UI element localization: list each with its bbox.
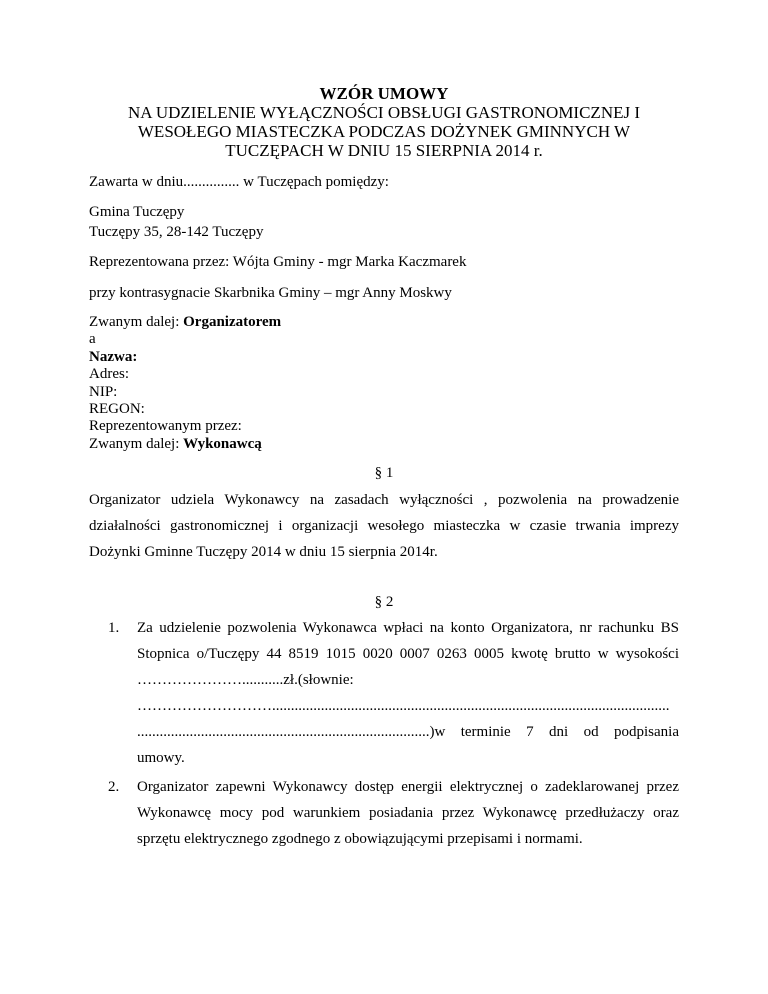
item-2-line-3: sprzętu elektrycznego zgodnego z obowiązującymi przepisami i normami. xyxy=(137,831,583,847)
list-item-text xyxy=(137,615,679,771)
party1-role: Organizatorem xyxy=(183,314,282,330)
party1-name: Gmina Tuczępy xyxy=(89,204,185,220)
title-line-4: TUCZĘPACH W DNIU 15 SIERPNIA 2014 r. xyxy=(225,141,543,160)
party2-role: Wykonawcą xyxy=(183,435,262,452)
title-line-3: WESOŁEGO MIASTECZKA PODCZAS DOŻYNEK GMINNYCH W xyxy=(137,122,631,141)
item-1-line-6: umowy. xyxy=(137,750,185,766)
item-1-line-4: ……………………….......................................................................................................... xyxy=(137,698,670,714)
item-2-line-2: Wykonawcę mocy pod warunkiem posiadania przez Wykonawcę przedłużaczy oraz xyxy=(137,805,679,821)
section-2-item-1 xyxy=(108,615,679,765)
list-item-text xyxy=(137,774,679,852)
party2-nip-label: NIP: xyxy=(89,383,118,400)
item-1-line-1: Za udzielenie pozwolenia Wykonawca wpłaci na konto Organizatora, nr rachunku BS xyxy=(137,620,679,636)
section-1-line-1: Organizator udziela Wykonawcy na zasadach wyłączności , pozwolenia na prowadzenie xyxy=(89,492,679,508)
party2-regon-label: REGON: xyxy=(89,401,145,418)
title-line-2: NA UDZIELENIE WYŁĄCZNOŚCI OBSŁUGI GASTRONOMICZNEJ I xyxy=(127,103,641,122)
list-item-number: 2. xyxy=(108,779,120,795)
item-1-line-3: …………………...........zł.(słownie: xyxy=(137,672,354,688)
party2-called xyxy=(89,436,281,453)
section-1-line-2: działalności gastronomicznej i organizacji wesołego miasteczka w czasie trwania imprezy xyxy=(89,518,679,534)
section-1-line-3: Dożynki Gminne Tuczępy 2014 w dniu 15 sierpnia 2014r. xyxy=(89,544,438,560)
contract-title xyxy=(0,84,768,160)
conjunction: a xyxy=(89,331,96,348)
section-1-paragraph xyxy=(89,487,679,565)
item-1-line-5: ..............................................................................)w terminie 7 dni od podpisania xyxy=(137,724,679,740)
list-item-number: 1. xyxy=(108,620,120,636)
party2-address-label: Adres: xyxy=(89,366,129,383)
party2-called-prefix: Zwanym dalej: xyxy=(89,435,184,452)
party1-represented: Reprezentowana przez: Wójta Gminy - mgr Marka Kaczmarek xyxy=(89,254,467,270)
party1-called xyxy=(89,314,281,331)
section-2-heading: § 2 xyxy=(374,594,394,610)
title-heading: WZÓR UMOWY xyxy=(319,84,449,103)
intro-text: Zawarta w dniu............... w Tuczępach pomiędzy: xyxy=(89,174,389,190)
party1-countersign: przy kontrasygnacie Skarbnika Gminy – mgr Anny Moskwy xyxy=(89,285,452,301)
parties-block xyxy=(89,314,281,453)
party1-called-prefix: Zwanym dalej: xyxy=(89,314,184,330)
item-2-line-1: Organizator zapewni Wykonawcy dostęp energii elektrycznej o zadeklarowanej przez xyxy=(137,779,679,795)
item-1-line-2: Stopnica o/Tuczępy 44 8519 1015 0020 0007 0263 0005 kwotę brutto w wysokości xyxy=(137,646,679,662)
party2-name-label: Nazwa: xyxy=(89,348,138,365)
party1-address: Tuczępy 35, 28-142 Tuczępy xyxy=(89,224,264,240)
party2-represented-label: Reprezentowanym przez: xyxy=(89,418,242,435)
section-2-item-2 xyxy=(108,774,679,854)
section-1-heading: § 1 xyxy=(374,465,394,481)
